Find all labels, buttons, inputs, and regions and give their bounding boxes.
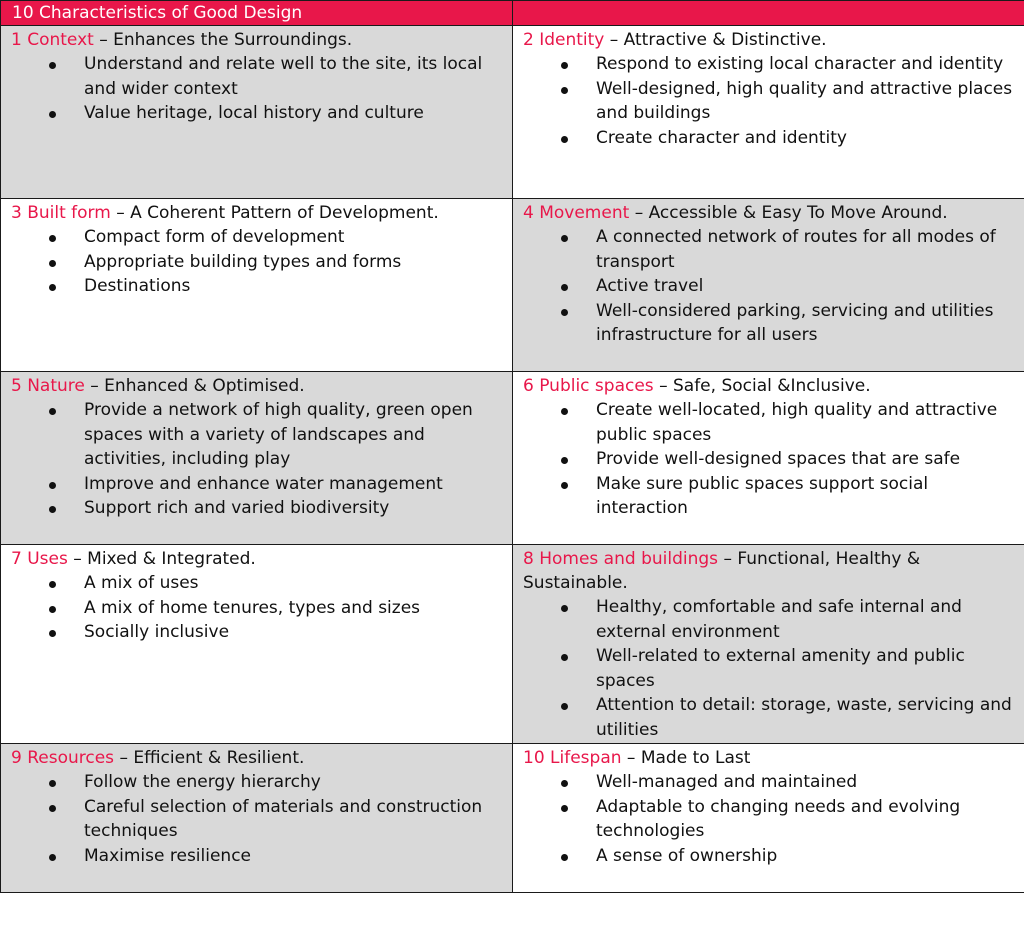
list-item — [523, 595, 1024, 644]
table-title: 10 Characteristics of Good Design — [12, 3, 303, 23]
bullet-dot-icon — [561, 62, 568, 69]
bullet-dot-icon — [561, 87, 568, 94]
bullet-dot-icon — [49, 408, 56, 415]
list-item — [523, 447, 1024, 472]
characteristic-heading — [523, 746, 1024, 770]
characteristic-name: 8 Homes and buildings — [523, 549, 719, 569]
bullet-dot-icon — [49, 482, 56, 489]
characteristic-tagline: – Attractive & Distinctive. — [609, 30, 827, 50]
table-row — [1, 744, 1024, 893]
characteristic-tagline: – Enhances the Surroundings. — [99, 30, 353, 50]
table-header-row — [1, 1, 1024, 26]
list-item-text: Maximise resilience — [84, 845, 252, 866]
characteristic-points-list — [11, 52, 512, 126]
list-item — [523, 398, 1024, 447]
characteristic-cell — [1, 199, 513, 372]
list-item-text: Value heritage, local history and culture — [84, 103, 424, 123]
list-item-text: Understand and relate well to the site, its local and wider context — [84, 54, 483, 99]
characteristic-cell — [1, 26, 513, 199]
list-item-text: Attention to detail: storage, waste, servicing and utilities — [596, 695, 1012, 740]
characteristic-heading — [11, 28, 512, 52]
bullet-dot-icon — [49, 780, 56, 787]
list-item-text: Socially inclusive — [84, 622, 230, 642]
list-item-text: Appropriate building types and forms — [84, 251, 402, 272]
characteristic-tagline: – Made to Last — [626, 748, 751, 768]
list-item-text: Provide well-designed spaces that are safe — [596, 449, 961, 469]
characteristic-points-list — [11, 770, 512, 868]
list-item-text: Healthy, comfortable and safe internal and external environment — [596, 597, 962, 642]
list-item-text: Provide a network of high quality, green open spaces with a variety of landscapes and activities, including play — [84, 400, 473, 469]
bullet-dot-icon — [561, 482, 568, 489]
bullet-dot-icon — [49, 581, 56, 588]
characteristic-points-list — [523, 595, 1024, 742]
list-item-text: A mix of uses — [84, 573, 199, 593]
list-item — [11, 472, 512, 497]
characteristic-cell — [1, 744, 513, 893]
bullet-dot-icon — [49, 284, 56, 291]
bullet-dot-icon — [49, 62, 56, 69]
characteristic-heading — [523, 374, 1024, 398]
list-item — [523, 77, 1024, 126]
bullet-dot-icon — [49, 805, 56, 812]
list-item — [11, 596, 512, 621]
bullet-dot-icon — [561, 703, 568, 710]
bullet-dot-icon — [49, 111, 56, 118]
characteristic-tagline: – Efficient & Resilient. — [119, 748, 305, 768]
table-row — [1, 372, 1024, 545]
list-item-text: Support rich and varied biodiversity — [84, 498, 390, 518]
list-item-text: Improve and enhance water management — [84, 473, 443, 494]
list-item — [11, 225, 512, 250]
characteristic-points-list — [523, 225, 1024, 348]
characteristic-tagline: – A Coherent Pattern of Development. — [116, 203, 439, 223]
bullet-dot-icon — [561, 780, 568, 787]
table-row — [1, 199, 1024, 372]
characteristic-points-list — [523, 770, 1024, 868]
list-item — [11, 571, 512, 596]
characteristic-name: 2 Identity — [523, 30, 605, 50]
bullet-dot-icon — [561, 805, 568, 812]
list-item-text: Respond to existing local character and identity — [596, 54, 1004, 74]
list-item — [523, 693, 1024, 742]
bullet-dot-icon — [561, 284, 568, 291]
list-item-text: Adaptable to changing needs and evolving technologies — [596, 796, 961, 841]
characteristic-tagline: – Mixed & Integrated. — [73, 549, 256, 569]
characteristic-heading — [11, 746, 512, 770]
list-item — [11, 250, 512, 275]
list-item — [523, 126, 1024, 151]
characteristic-cell — [513, 199, 1024, 372]
characteristic-heading — [523, 28, 1024, 52]
list-item — [523, 795, 1024, 844]
list-item — [523, 274, 1024, 299]
characteristic-tagline: – Enhanced & Optimised. — [90, 376, 305, 396]
characteristic-name: 5 Nature — [11, 376, 85, 396]
characteristic-cell — [1, 372, 513, 545]
bullet-dot-icon — [49, 506, 56, 513]
bullet-dot-icon — [49, 235, 56, 242]
list-item — [523, 844, 1024, 869]
list-item — [523, 299, 1024, 348]
list-item — [11, 620, 512, 645]
characteristic-points-list — [523, 398, 1024, 521]
characteristic-name: 7 Uses — [11, 549, 68, 569]
characteristic-name: 6 Public spaces — [523, 376, 654, 396]
bullet-dot-icon — [49, 854, 56, 861]
characteristic-tagline: – Functional, Healthy & Sustainable. — [523, 549, 921, 593]
list-item — [523, 52, 1024, 77]
list-item — [11, 52, 512, 101]
list-item-text: A sense of ownership — [596, 845, 778, 866]
list-item-text: Follow the energy hierarchy — [84, 772, 321, 792]
bullet-dot-icon — [561, 235, 568, 242]
list-item-text: Well-managed and maintained — [596, 772, 858, 792]
characteristic-name: 4 Movement — [523, 203, 630, 223]
list-item-text: Well-considered parking, servicing and utilities infrastructure for all users — [596, 300, 994, 345]
bullet-dot-icon — [561, 136, 568, 143]
characteristic-points-list — [11, 571, 512, 645]
list-item — [523, 472, 1024, 521]
list-item — [523, 770, 1024, 795]
characteristic-heading — [11, 201, 512, 225]
list-item — [11, 795, 512, 844]
characteristic-name: 9 Resources — [11, 748, 115, 768]
characteristic-cell — [513, 26, 1024, 199]
list-item — [11, 398, 512, 472]
list-item-text: Compact form of development — [84, 227, 345, 247]
characteristic-points-list — [523, 52, 1024, 150]
characteristic-tagline: – Accessible & Easy To Move Around. — [634, 203, 948, 223]
characteristic-cell — [513, 545, 1024, 744]
bullet-dot-icon — [49, 630, 56, 637]
list-item-text: Well-related to external amenity and public spaces — [596, 646, 965, 691]
list-item — [523, 644, 1024, 693]
list-item-text: A connected network of routes for all modes of transport — [596, 227, 996, 272]
list-item — [11, 274, 512, 299]
list-item — [11, 496, 512, 521]
list-item — [11, 844, 512, 869]
characteristic-points-list — [11, 225, 512, 299]
characteristic-cell — [513, 372, 1024, 545]
list-item-text: Create character and identity — [596, 127, 847, 148]
characteristic-name: 3 Built form — [11, 203, 111, 223]
bullet-dot-icon — [49, 606, 56, 613]
bullet-dot-icon — [561, 654, 568, 661]
characteristic-heading — [523, 201, 1024, 225]
list-item-text: Destinations — [84, 276, 191, 296]
bullet-dot-icon — [561, 457, 568, 464]
characteristic-heading — [523, 547, 1024, 595]
characteristic-name: 1 Context — [11, 30, 94, 50]
bullet-dot-icon — [561, 605, 568, 612]
list-item-text: A mix of home tenures, types and sizes — [84, 597, 421, 618]
list-item-text: Active travel — [596, 276, 704, 296]
bullet-dot-icon — [561, 408, 568, 415]
list-item-text: Make sure public spaces support social interaction — [596, 473, 929, 518]
list-item — [11, 770, 512, 795]
characteristic-points-list — [11, 398, 512, 521]
bullet-dot-icon — [561, 309, 568, 316]
bullet-dot-icon — [49, 260, 56, 267]
list-item-text: Create well-located, high quality and attractive public spaces — [596, 400, 998, 445]
list-item — [523, 225, 1024, 274]
characteristic-tagline: – Safe, Social &Inclusive. — [659, 376, 871, 396]
bullet-dot-icon — [561, 854, 568, 861]
table-title-cell — [1, 1, 513, 26]
characteristic-name: 10 Lifespan — [523, 748, 622, 768]
characteristic-cell — [1, 545, 513, 744]
table-row — [1, 545, 1024, 744]
characteristic-cell — [513, 744, 1024, 893]
table-header-blank-cell — [513, 1, 1024, 26]
characteristic-heading — [11, 374, 512, 398]
characteristic-heading — [11, 547, 512, 571]
list-item-text: Careful selection of materials and construction techniques — [84, 796, 483, 841]
table-row — [1, 26, 1024, 199]
list-item — [11, 101, 512, 126]
list-item-text: Well-designed, high quality and attractive places and buildings — [596, 78, 1013, 123]
